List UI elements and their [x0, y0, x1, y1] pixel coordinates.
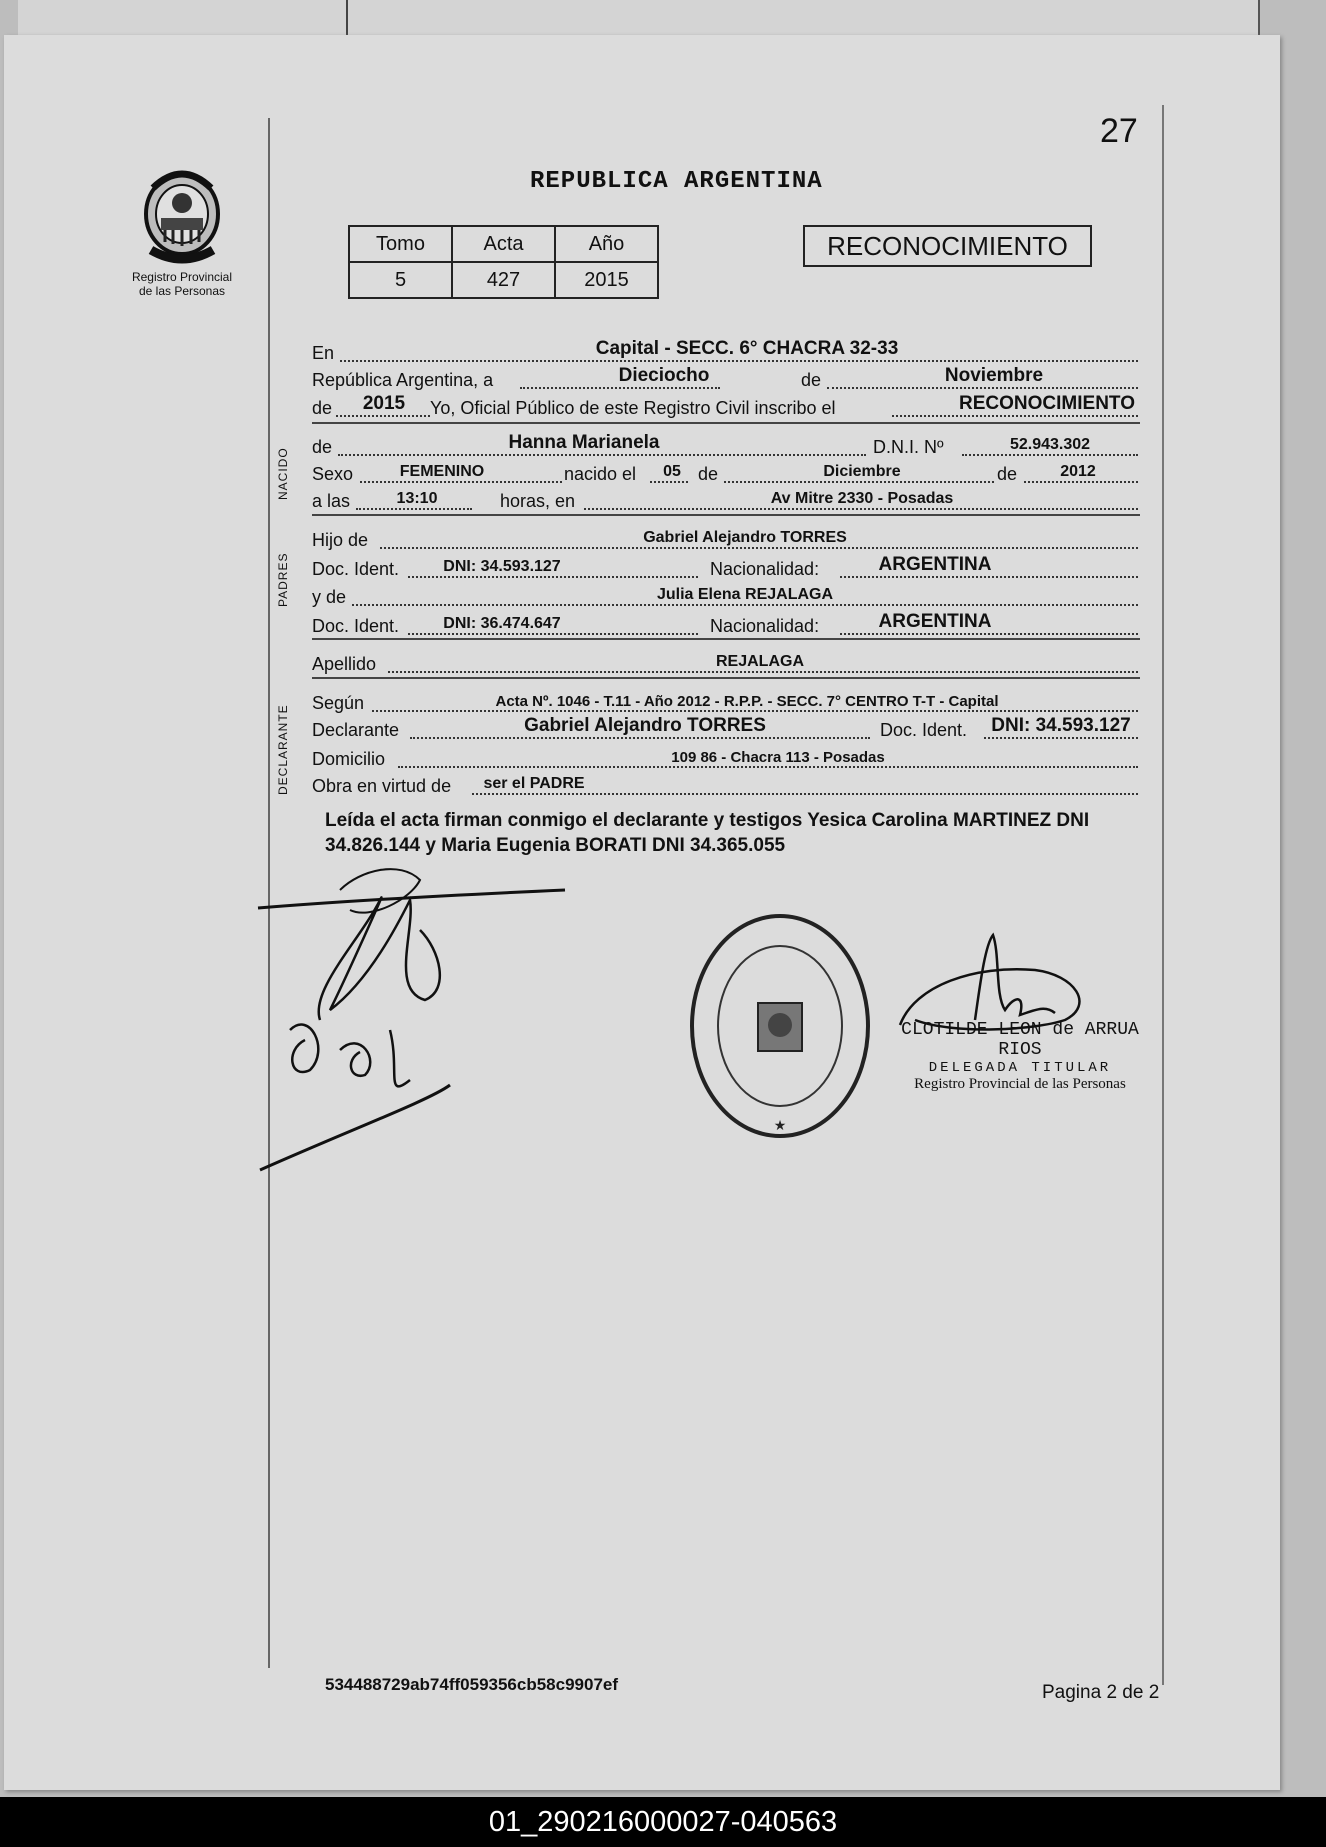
birth-place: Av Mitre 2330 - Posadas: [770, 490, 954, 507]
row-mother: [312, 584, 1138, 610]
year-value: 2015: [362, 393, 406, 414]
row-inscribe: [312, 395, 1138, 421]
father-nationality-dots: [840, 576, 1138, 578]
father-dots: [380, 547, 1138, 549]
day-dots: [520, 387, 720, 389]
father-nationality: ARGENTINA: [878, 554, 992, 575]
address-value: 109 86 - Chacra 113 - Posadas: [671, 749, 885, 766]
month-value: Noviembre: [944, 365, 1044, 386]
child-name: Hanna Marianela: [508, 432, 660, 453]
surname-value: REJALAGA: [715, 653, 805, 670]
month-dots: [827, 387, 1138, 389]
according-value: Acta Nº. 1046 - T.11 - Año 2012 - R.P.P. - SECC. 7° CENTRO T-T - Capital: [495, 693, 999, 710]
page-pagination: Pagina 2 de 2: [1042, 1682, 1160, 1703]
hours-label: horas, en: [500, 491, 576, 511]
registry-name-line2: de las Personas: [138, 284, 226, 298]
year-label: de: [312, 398, 333, 418]
father-doc-label: Doc. Ident.: [312, 559, 400, 579]
row-birth-place: [312, 488, 1138, 514]
section-divider-2: [312, 514, 1140, 516]
record-table-header-row: [349, 226, 658, 262]
mother-name: Julia Elena REJALAGA: [656, 586, 834, 603]
mother-nationality-dots: [840, 633, 1138, 635]
father-doc-dots: [408, 576, 698, 578]
record-table-value-row: [349, 262, 658, 298]
birth-month: Diciembre: [823, 463, 901, 480]
row-according: [312, 690, 1138, 716]
record-value-acta: 427: [452, 262, 555, 298]
mother-nationality: ARGENTINA: [878, 611, 992, 632]
surname-dots: [388, 671, 1138, 673]
birth-time-dots: [356, 508, 472, 510]
row-child: [312, 434, 1138, 460]
sex-value: FEMENINO: [399, 463, 485, 480]
birth-de-1: de: [698, 464, 719, 484]
sex-dots: [360, 481, 562, 483]
row-date: [312, 367, 1138, 393]
declarant-dots: [410, 737, 870, 739]
signer-organization: Registro Provincial de las Personas: [914, 1076, 1126, 1092]
row-father-doc: [312, 556, 1138, 582]
row-capacity: [312, 773, 1138, 799]
mother-doc-label: Doc. Ident.: [312, 616, 400, 636]
surname-label: Apellido: [312, 654, 377, 674]
father-nationality-label: Nacionalidad:: [710, 559, 820, 579]
declarant-label: Declarante: [312, 720, 400, 740]
birth-year: 2012: [1060, 463, 1096, 480]
birth-place-dots: [584, 508, 1138, 510]
record-header-ano: Año: [555, 226, 658, 262]
birth-de-2: de: [997, 464, 1018, 484]
dni-label: D.N.I. Nº: [873, 437, 944, 457]
file-id-bar: 01_290216000027-040563: [0, 1797, 1326, 1847]
place-dots: [340, 360, 1138, 362]
provincial-coat-of-arms-icon: [137, 158, 227, 266]
child-dots: [338, 454, 866, 456]
day-value: Dieciocho: [618, 365, 710, 386]
country-label: República Argentina, a: [312, 370, 494, 390]
father-name: Gabriel Alejandro TORRES: [643, 529, 847, 546]
row-father: [312, 527, 1138, 553]
child-dni: 52.943.302: [1009, 436, 1091, 453]
record-header-tomo: Tomo: [349, 226, 452, 262]
child-label: de: [312, 437, 333, 457]
capacity-value: ser el PADRE: [483, 775, 585, 792]
place-value: Capital - SECC. 6° CHACRA 32-33: [595, 338, 899, 359]
declarant-doc-label: Doc. Ident.: [880, 720, 968, 740]
birth-month-dots: [724, 481, 994, 483]
section-label-born: NACIDO: [276, 447, 290, 500]
mother-dots: [352, 604, 1138, 606]
row-address: [312, 746, 1138, 772]
document-hash: 534488729ab74ff059356cb58c9907ef: [325, 1675, 619, 1694]
declarant-name: Gabriel Alejandro TORRES: [524, 715, 766, 736]
svg-text:★: ★: [773, 1118, 787, 1134]
year-dots: [336, 415, 430, 417]
record-value-ano: 2015: [555, 262, 658, 298]
month-label: de: [801, 370, 822, 390]
according-label: Según: [312, 693, 365, 713]
capacity-label: Obra en virtud de: [312, 776, 452, 796]
mother-doc-dots: [408, 633, 698, 635]
child-dni-dots: [962, 454, 1138, 456]
record-header-acta: Acta: [452, 226, 555, 262]
declarant-doc: DNI: 34.593.127: [991, 715, 1131, 736]
row-place: [312, 340, 1138, 366]
section-divider-1: [312, 422, 1140, 424]
record-value-tomo: 5: [349, 262, 452, 298]
registry-name-line1: Registro Provincial: [131, 270, 233, 284]
misiones-emblem: [122, 158, 242, 298]
section-label-declarant: DECLARANTE: [276, 704, 290, 795]
birth-day-dots: [650, 481, 688, 483]
section-label-parents: PADRES: [276, 552, 290, 607]
declarant-signature-icon: [250, 830, 580, 1180]
document-title: REPUBLICA ARGENTINA: [530, 168, 823, 195]
row-birth-date: [312, 461, 1138, 487]
mother-nationality-label: Nacionalidad:: [710, 616, 820, 636]
birth-time: 13:10: [396, 490, 438, 507]
declarant-doc-dots: [984, 737, 1138, 739]
act-dots: [892, 415, 1138, 417]
record-table: [348, 225, 659, 299]
birth-year-dots: [1024, 481, 1138, 483]
mother-doc: DNI: 36.474.647: [443, 615, 561, 632]
address-label: Domicilio: [312, 749, 386, 769]
mother-label: y de: [312, 587, 347, 607]
official-signature-icon: [895, 925, 1095, 1035]
right-margin-line: [1162, 105, 1164, 1685]
place-label: En: [312, 343, 335, 363]
section-divider-3: [312, 638, 1140, 640]
signer-role: DELEGADA TITULAR: [928, 1060, 1112, 1076]
father-doc: DNI: 34.593.127: [443, 558, 561, 575]
closing-statement: Leída el acta firman conmigo el declarante y testigos Yesica Carolina MARTINEZ DNI 34.826.144 y Maria Eugenia BORATI DNI 34.365.055: [325, 810, 1090, 856]
official-seal-icon: [686, 908, 874, 1144]
page-number: 27: [1100, 112, 1138, 150]
act-value: RECONOCIMIENTO: [959, 393, 1135, 414]
at-label: a las: [312, 491, 351, 511]
inscribe-text: Yo, Oficial Público de este Registro Civil inscribo el: [430, 398, 836, 418]
registry-name: [122, 270, 242, 298]
address-dots: [398, 766, 1138, 768]
act-type-box: RECONOCIMIENTO: [803, 225, 1092, 267]
row-declarant: [312, 717, 1138, 743]
according-dots: [372, 710, 1138, 712]
sex-label: Sexo: [312, 464, 354, 484]
born-label: nacido el: [564, 464, 637, 484]
row-mother-doc: [312, 613, 1138, 639]
father-label: Hijo de: [312, 530, 369, 550]
capacity-dots: [472, 793, 1138, 795]
section-divider-4: [312, 677, 1140, 679]
signer-block: [890, 1020, 1150, 1093]
signer-name: CLOTILDE LEON de ARRUA RIOS: [901, 1020, 1139, 1060]
row-surname: [312, 651, 1138, 677]
birth-day: 05: [663, 463, 681, 480]
